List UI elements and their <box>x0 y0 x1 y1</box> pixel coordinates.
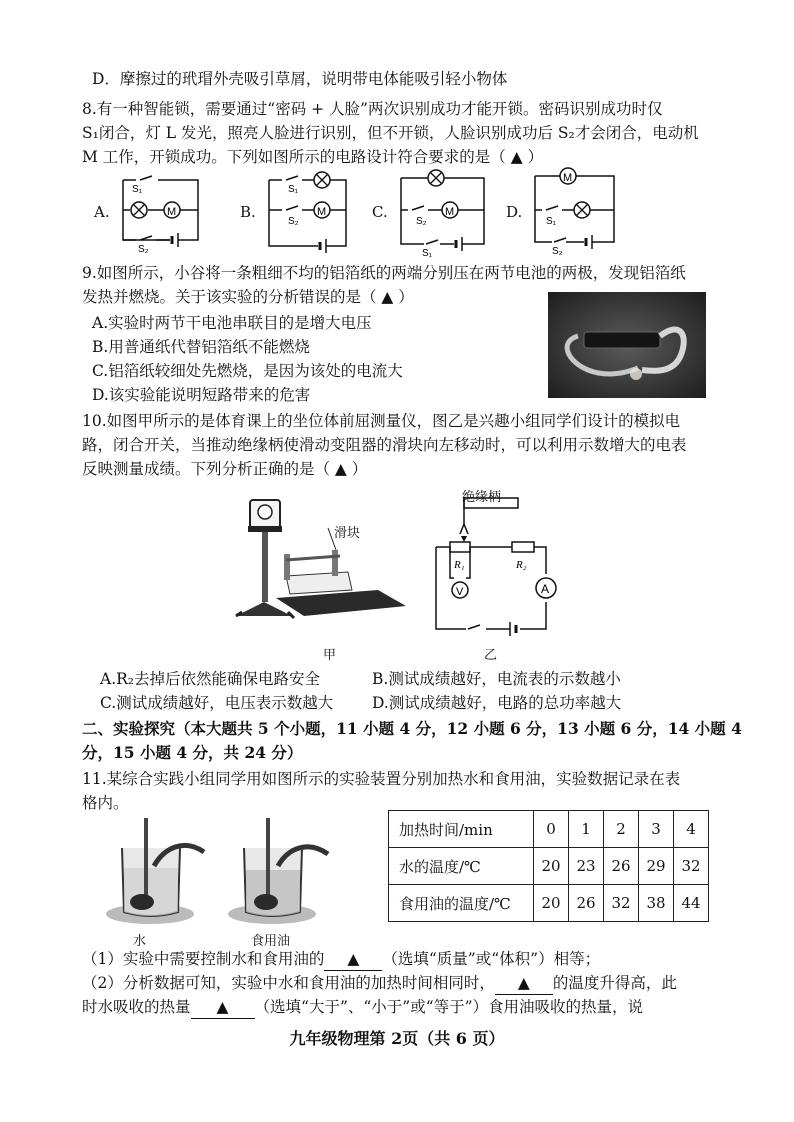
table-cell: 水的温度/℃ <box>389 848 534 885</box>
q10-handle-label: 绝缘柄 <box>462 490 502 505</box>
q11-sub2-text-a: （2）分析数据可知，实验中水和食用油的加热时间相同时， <box>82 974 495 992</box>
table-cell: 26 <box>604 848 639 885</box>
q10-slider-label: 滑块 <box>334 526 361 541</box>
q8-stem-1: 8.有一种智能锁，需要通过“密码 + 人脸”两次识别成功才能开锁。密码识别成功时仅 <box>82 100 663 118</box>
q10-stem-2: 路，闭合开关，当推动绝缘柄使滑动变阻器的滑块向左移动时，可以利用示数增大的电表 <box>82 436 687 454</box>
q11-sub3-text-b: （选填“大于”、“小于”或“等于”）食用油吸收的热量，说 <box>254 998 644 1016</box>
svg-text:R₂: R₂ <box>516 559 527 571</box>
q9-foil-battery-photo <box>548 292 706 398</box>
q8-option-b-label: B. <box>240 203 256 221</box>
svg-text:S₁: S₁ <box>288 184 299 195</box>
section-2-heading-2: 分，15 小题 4 分，共 24 分） <box>82 743 303 762</box>
table-header-cell: 0 <box>534 811 569 848</box>
q10-option-d: D.测试成绩越好，电路的总功率越大 <box>372 694 622 712</box>
q11-water-beaker-photo <box>104 818 214 930</box>
svg-text:S₂: S₂ <box>416 216 427 227</box>
q11-sub1 <box>82 948 600 971</box>
table-header-cell: 3 <box>639 811 674 848</box>
q10-figure-yi-circuit <box>428 484 578 636</box>
q9-stem-2: 发热并燃烧。关于该实验的分析错误的是（ ▲ ） <box>82 288 414 306</box>
q8-option-d-label: D. <box>506 203 523 221</box>
q8-circuit-a <box>118 170 208 255</box>
q11-sub1-text-b: （选填“质量”或“体积”）相等； <box>382 950 601 968</box>
q11-sub2 <box>82 972 677 995</box>
svg-text:M: M <box>167 206 177 218</box>
q9-option-c: C.铝箔纸较细处先燃烧，是因为该处的电流大 <box>92 362 403 380</box>
table-cell: 26 <box>569 885 604 922</box>
table-cell: 20 <box>534 885 569 922</box>
q10-figure-yi-caption: 乙 <box>484 648 498 663</box>
q10-option-c: C.测试成绩越好，电压表示数越大 <box>100 694 334 712</box>
q11-oil-caption: 食用油 <box>251 934 291 949</box>
q8-stem-2: S₁闭合，灯 L 发光，照亮人脸进行识别，但不开锁，人脸识别成功后 S₂才会闭合，电动机 <box>82 124 699 142</box>
table-cell: 食用油的温度/℃ <box>389 885 534 922</box>
q8-circuit-b <box>264 170 354 252</box>
q9-option-b: B.用普通纸代替铝箔纸不能燃烧 <box>92 338 310 356</box>
svg-text:V: V <box>456 586 464 598</box>
svg-text:S₁: S₁ <box>422 248 433 259</box>
q10-stem-3: 反映测量成绩。下列分析正确的是（ ▲ ） <box>82 460 368 478</box>
q10-stem-1: 10.如图甲所示的是体育课上的坐位体前屈测量仪，图乙是兴趣小组同学们设计的模拟电 <box>82 412 681 430</box>
table-cell: 20 <box>534 848 569 885</box>
svg-text:S₂: S₂ <box>552 246 563 257</box>
table-header-cell: 1 <box>569 811 604 848</box>
svg-text:A: A <box>541 582 550 596</box>
q11-sub3-answer-blank[interactable]: ▲ <box>191 996 255 1019</box>
svg-text:S₁: S₁ <box>546 216 557 227</box>
table-header-cell: 2 <box>604 811 639 848</box>
q9-option-d: D.该实验能说明短路带来的危害 <box>92 386 311 404</box>
table-header-cell: 4 <box>674 811 709 848</box>
table-row <box>389 848 709 885</box>
q11-sub2-text-b: 的温度升得高，此 <box>552 974 677 992</box>
q7-option-d: D．摩擦过的玳瑁外壳吸引草屑，说明带电体能吸引轻小物体 <box>92 70 508 88</box>
q11-sub1-text-a: （1）实验中需要控制水和食用油的 <box>82 950 325 968</box>
q11-data-table <box>388 810 709 922</box>
table-cell: 23 <box>569 848 604 885</box>
q8-option-c-label: C. <box>372 203 388 221</box>
q11-oil-beaker-photo <box>226 818 336 930</box>
q8-circuit-d <box>530 166 622 257</box>
q9-option-a: A.实验时两节干电池串联目的是增大电压 <box>92 314 372 332</box>
q11-sub3-text-a: 时水吸收的热量 <box>82 998 191 1016</box>
q9-stem-1: 9.如图所示，小谷将一条粗细不均的铝箔纸的两端分别压在两节电池的两极，发现铝箔纸 <box>82 264 686 282</box>
table-row <box>389 885 709 922</box>
section-2-heading-1: 二、实验探究（本大题共 5 个小题，11 小题 4 分，12 小题 6 分，13 小题 6 分，14 小题 4 <box>82 719 742 738</box>
q10-figure-jia-caption: 甲 <box>323 648 337 663</box>
svg-text:M: M <box>445 206 455 218</box>
q11-sub2-answer-blank[interactable]: ▲ <box>495 972 553 995</box>
svg-text:M: M <box>563 172 573 184</box>
table-cell: 32 <box>674 848 709 885</box>
page-footer: 九年级物理第 2页（共 6 页） <box>289 1029 505 1048</box>
table-cell: 38 <box>639 885 674 922</box>
table-header-cell: 加热时间/min <box>389 811 534 848</box>
q11-sub1-answer-blank[interactable]: ▲ <box>324 948 382 971</box>
q8-circuit-c <box>396 170 492 259</box>
q10-option-a: A.R₂去掉后依然能确保电路安全 <box>100 670 321 688</box>
q11-stem-1: 11.某综合实践小组同学用如图所示的实验装置分别加热水和食用油，实验数据记录在表 <box>82 770 681 788</box>
q10-option-b: B.测试成绩越好，电流表的示数越小 <box>372 670 621 688</box>
q11-water-caption: 水 <box>133 934 147 949</box>
q8-option-a-label: A. <box>94 203 110 221</box>
q11-stem-2: 格内。 <box>82 794 129 812</box>
table-cell: 29 <box>639 848 674 885</box>
svg-text:M: M <box>317 206 327 218</box>
q8-stem-3: M 工作，开锁成功。下列如图所示的电路设计符合要求的是（ ▲ ） <box>82 148 544 166</box>
svg-text:S₂: S₂ <box>288 216 299 227</box>
q11-sub3 <box>82 996 643 1019</box>
svg-text:S₂: S₂ <box>138 244 149 255</box>
table-cell: 32 <box>604 885 639 922</box>
svg-text:R₁: R₁ <box>454 559 465 571</box>
q10-figure-jia-device <box>228 494 408 630</box>
table-cell: 44 <box>674 885 709 922</box>
svg-text:S₁: S₁ <box>132 184 143 195</box>
table-header-row <box>389 811 709 848</box>
